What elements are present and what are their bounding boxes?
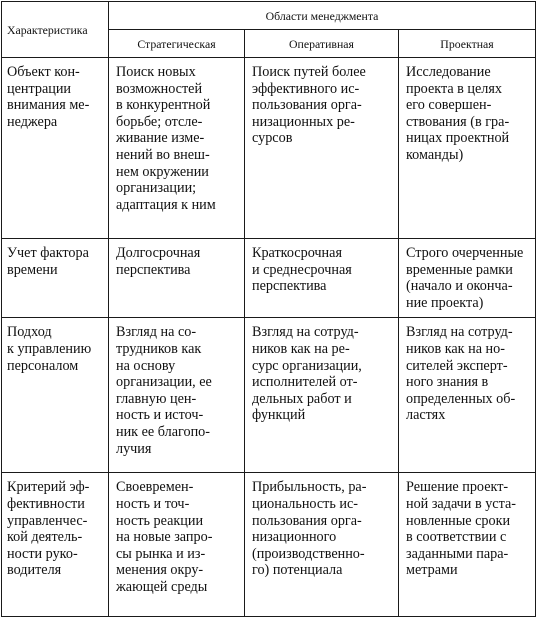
header-management-areas: Области менеджмента	[109, 2, 536, 30]
cell-strategic: Поиск новых возможностей в конкурентной борьбе; отсле- живание изме- нений во внеш- нем окружении организации; адаптация к ним	[109, 58, 245, 239]
table-row	[2, 473, 536, 617]
row-characteristic: Учет фактора времени	[2, 239, 109, 318]
cell-operational: Поиск путей более эффективного ис- пользования орга- низационных ре- сурсов	[245, 58, 399, 239]
table-row	[2, 58, 536, 239]
header-characteristic: Характеристика	[2, 2, 109, 58]
cell-project: Решение проект- ной задачи в уста- новленные сроки в соответствии с заданными пара- метрами	[399, 473, 536, 617]
cell-operational: Взгляд на сотруд- ников как на ре- сурс организации, исполнителей от- дельных работ и функций	[245, 318, 399, 473]
table-header-row	[2, 2, 536, 30]
cell-operational: Краткосрочная и среднесрочная перспектива	[245, 239, 399, 318]
cell-project: Взгляд на сотруд- ников как на но- сителей эксперт- ного знания в определенных об- ластях	[399, 318, 536, 473]
cell-project: Строго очерченные временные рамки (начало и оконча- ние проекта)	[399, 239, 536, 318]
header-strategic: Стратегическая	[109, 30, 245, 58]
cell-strategic: Взгляд на со- трудников как на основу организации, ее главную цен- ность и источ- ник ее благопо- лучия	[109, 318, 245, 473]
cell-operational: Прибыльность, ра- циональность ис- пользования орга- низационного (производственно- го) потенциала	[245, 473, 399, 617]
cell-strategic: Долгосрочная перспектива	[109, 239, 245, 318]
row-characteristic: Критерий эф- фективности управленчес- кой деятель- ности руко- водителя	[2, 473, 109, 617]
management-areas-table	[1, 1, 536, 617]
cell-strategic: Своевремен- ность и точ- ность реакции на новые запро- сы рынка и из- менения окру- жающей среды	[109, 473, 245, 617]
header-project: Проектная	[399, 30, 536, 58]
row-characteristic: Подход к управлению персоналом	[2, 318, 109, 473]
row-characteristic: Объект кон- центрации внимания ме- неджера	[2, 58, 109, 239]
header-operational: Оперативная	[245, 30, 399, 58]
table-row	[2, 318, 536, 473]
table-row	[2, 239, 536, 318]
cell-project: Исследование проекта в целях его совершен- ствования (в гра- ницах проектной команды)	[399, 58, 536, 239]
